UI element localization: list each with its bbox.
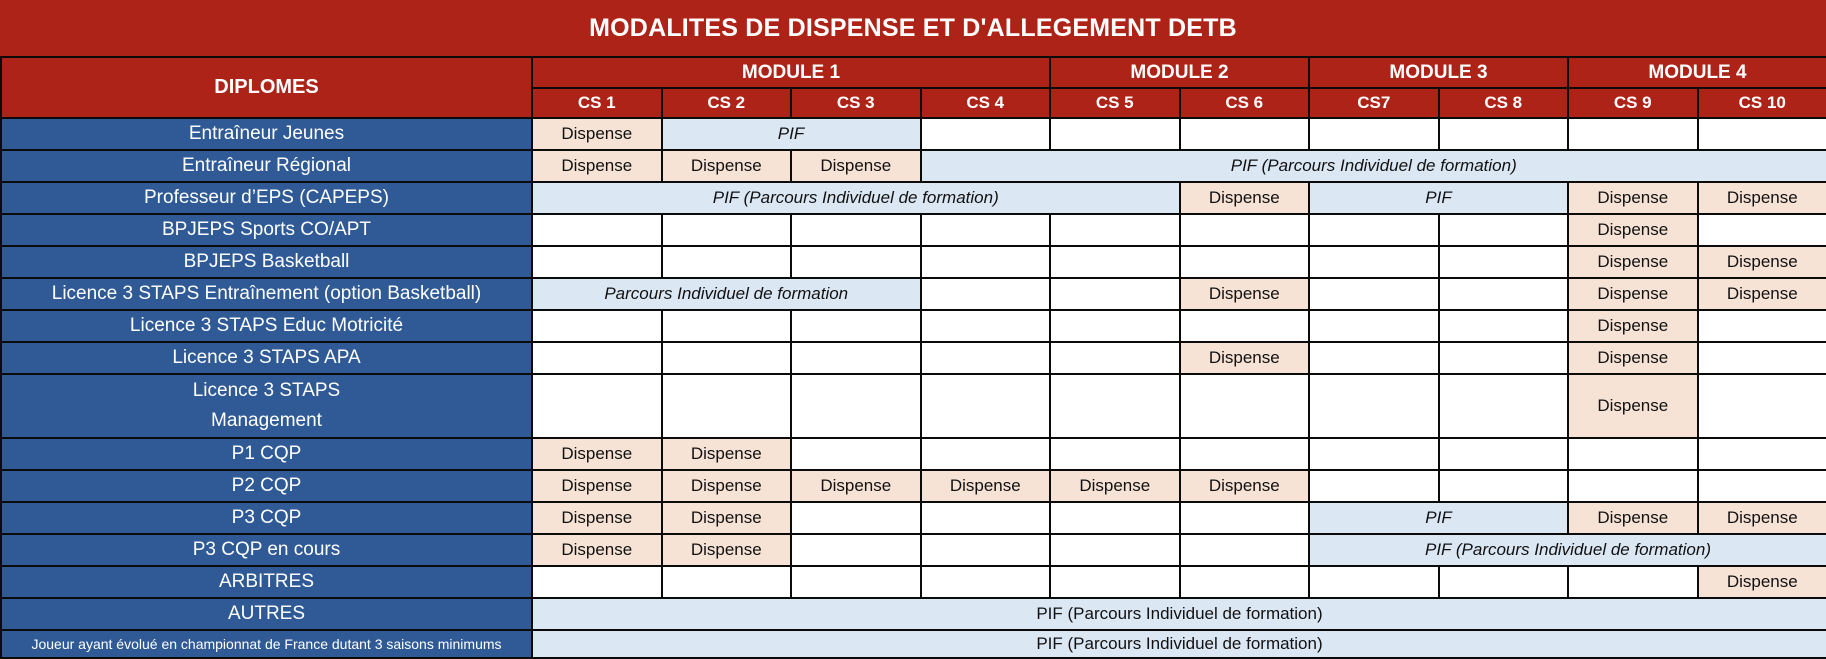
diplome-label: Professeur d’EPS (CAPEPS) [1, 182, 532, 214]
cell-dispense: Dispense [1180, 182, 1310, 214]
cell-empty [1180, 438, 1310, 470]
cell-pif: PIF (Parcours Individuel de formation) [1309, 534, 1826, 566]
cell-dispense: Dispense [532, 502, 662, 534]
cell-dispense: Dispense [662, 438, 792, 470]
cell-empty [1180, 374, 1310, 438]
cell-empty [1180, 118, 1310, 150]
diplome-label: BPJEPS Basketball [1, 246, 532, 278]
cell-empty [1309, 342, 1439, 374]
cell-empty [1050, 246, 1180, 278]
cell-empty [1439, 118, 1569, 150]
cell-dispense: Dispense [1568, 374, 1698, 438]
cell-dispense: Dispense [1568, 502, 1698, 534]
table-row [1, 214, 1826, 246]
cell-empty [1309, 278, 1439, 310]
cell-dispense: Dispense [1050, 470, 1180, 502]
cell-empty [921, 438, 1051, 470]
cell-empty [1309, 310, 1439, 342]
cell-dispense: Dispense [662, 150, 792, 182]
cell-pif: PIF (Parcours Individuel de formation) [532, 182, 1180, 214]
table-row [1, 470, 1826, 502]
cell-empty [1439, 246, 1569, 278]
cell-dispense: Dispense [791, 470, 921, 502]
cell-empty [1050, 310, 1180, 342]
cell-empty [1439, 310, 1569, 342]
cell-empty [1568, 566, 1698, 598]
cell-pif: PIF (Parcours Individuel de formation) [532, 630, 1826, 658]
cell-empty [1309, 566, 1439, 598]
cell-empty [791, 566, 921, 598]
diplome-label: P3 CQP en cours [1, 534, 532, 566]
dispense-table [0, 56, 1826, 659]
cell-empty [1698, 342, 1826, 374]
cell-empty [1309, 246, 1439, 278]
cell-empty [1698, 214, 1826, 246]
table-row [1, 374, 1826, 438]
diplome-label: AUTRES [1, 598, 532, 630]
cell-dispense: Dispense [1698, 502, 1826, 534]
cell-empty [1568, 438, 1698, 470]
cell-empty [1698, 438, 1826, 470]
cell-dispense: Dispense [532, 534, 662, 566]
diplome-label: Entraîneur Régional [1, 150, 532, 182]
diplomes-header: DIPLOMES [1, 57, 532, 118]
cell-empty [662, 566, 792, 598]
cs10-header: CS 10 [1698, 88, 1826, 118]
cell-empty [921, 246, 1051, 278]
diplome-label: Licence 3 STAPS Entraînement (option Basketball) [1, 278, 532, 310]
cell-empty [1439, 438, 1569, 470]
cell-empty [532, 566, 662, 598]
cell-dispense: Dispense [921, 470, 1051, 502]
cell-empty [921, 502, 1051, 534]
cell-empty [1698, 118, 1826, 150]
cell-dispense: Dispense [1568, 310, 1698, 342]
table-row [1, 566, 1826, 598]
table-row [1, 150, 1826, 182]
cell-empty [1568, 118, 1698, 150]
cs3-header: CS 3 [791, 88, 921, 118]
table-row [1, 118, 1826, 150]
cell-dispense: Dispense [1568, 214, 1698, 246]
cs1-header: CS 1 [532, 88, 662, 118]
cell-dispense: Dispense [1568, 182, 1698, 214]
diplome-label: P3 CQP [1, 502, 532, 534]
cell-empty [921, 566, 1051, 598]
cell-empty [791, 374, 921, 438]
cell-pif: PIF [1309, 502, 1568, 534]
cs6-header: CS 6 [1180, 88, 1310, 118]
diplome-label: Entraîneur Jeunes [1, 118, 532, 150]
module-3-header: MODULE 3 [1309, 57, 1568, 88]
table-row [1, 534, 1826, 566]
cell-empty [662, 342, 792, 374]
cs5-header: CS 5 [1050, 88, 1180, 118]
cs4-header: CS 4 [921, 88, 1051, 118]
cell-pif: Parcours Individuel de formation [532, 278, 921, 310]
cell-empty [1050, 342, 1180, 374]
cell-empty [1180, 246, 1310, 278]
cell-empty [1568, 470, 1698, 502]
cell-empty [1309, 118, 1439, 150]
cs2-header: CS 2 [662, 88, 792, 118]
cell-empty [1050, 566, 1180, 598]
cell-pif: PIF [1309, 182, 1568, 214]
diplome-label: Joueur ayant évolué en championnat de France dutant 3 saisons minimums [1, 630, 532, 658]
cell-empty [791, 310, 921, 342]
cs9-header: CS 9 [1568, 88, 1698, 118]
cell-pif: PIF [662, 118, 921, 150]
cell-empty [662, 310, 792, 342]
cell-empty [662, 374, 792, 438]
table-row [1, 310, 1826, 342]
cs7-header: CS7 [1309, 88, 1439, 118]
table-row [1, 182, 1826, 214]
cell-empty [532, 374, 662, 438]
cell-empty [1180, 534, 1310, 566]
cell-empty [1439, 278, 1569, 310]
cell-empty [1050, 502, 1180, 534]
cell-empty [532, 246, 662, 278]
cell-empty [532, 310, 662, 342]
diplome-label: ARBITRES [1, 566, 532, 598]
diplome-label-line2: Management [4, 406, 529, 436]
cell-dispense: Dispense [1180, 470, 1310, 502]
table-row [1, 342, 1826, 374]
diplome-label: Licence 3 STAPS Educ Motricité [1, 310, 532, 342]
diplome-label: Licence 3 STAPS APA [1, 342, 532, 374]
cell-dispense: Dispense [1568, 246, 1698, 278]
cell-empty [1050, 214, 1180, 246]
cell-empty [1439, 214, 1569, 246]
cell-pif: PIF (Parcours Individuel de formation) [921, 150, 1826, 182]
cell-empty [921, 534, 1051, 566]
cell-empty [1180, 566, 1310, 598]
cell-dispense: Dispense [1698, 246, 1826, 278]
cell-empty [921, 214, 1051, 246]
cell-empty [1309, 470, 1439, 502]
cell-empty [1050, 118, 1180, 150]
cell-empty [1309, 438, 1439, 470]
cell-empty [791, 246, 921, 278]
cell-empty [1180, 502, 1310, 534]
cell-empty [921, 278, 1051, 310]
cell-empty [1050, 278, 1180, 310]
page-title: MODALITES DE DISPENSE ET D'ALLEGEMENT DETB [0, 0, 1826, 57]
cell-dispense: Dispense [1698, 182, 1826, 214]
cell-empty [1309, 214, 1439, 246]
module-4-header: MODULE 4 [1568, 57, 1826, 88]
cell-empty [921, 342, 1051, 374]
cell-empty [1309, 374, 1439, 438]
cell-dispense: Dispense [662, 502, 792, 534]
cell-dispense: Dispense [1568, 278, 1698, 310]
diplome-label [1, 374, 532, 438]
cell-empty [791, 342, 921, 374]
cell-dispense: Dispense [791, 150, 921, 182]
cell-dispense: Dispense [1180, 342, 1310, 374]
cell-empty [1698, 374, 1826, 438]
cell-empty [1439, 342, 1569, 374]
cell-empty [791, 502, 921, 534]
cell-empty [791, 214, 921, 246]
cell-empty [1180, 214, 1310, 246]
cell-dispense: Dispense [1180, 278, 1310, 310]
cell-empty [921, 374, 1051, 438]
cell-empty [532, 342, 662, 374]
cell-empty [1439, 470, 1569, 502]
cell-empty [921, 118, 1051, 150]
cell-empty [1439, 374, 1569, 438]
table-row [1, 598, 1826, 630]
table-row [1, 246, 1826, 278]
cell-empty [1050, 534, 1180, 566]
cell-dispense: Dispense [532, 150, 662, 182]
cell-empty [1050, 438, 1180, 470]
module-1-header: MODULE 1 [532, 57, 1050, 88]
cell-dispense: Dispense [1698, 566, 1826, 598]
cell-empty [1698, 310, 1826, 342]
cell-empty [791, 438, 921, 470]
cell-pif: PIF (Parcours Individuel de formation) [532, 598, 1826, 630]
cell-dispense: Dispense [662, 470, 792, 502]
cell-dispense: Dispense [532, 438, 662, 470]
cell-dispense: Dispense [1698, 278, 1826, 310]
cell-empty [791, 534, 921, 566]
cell-empty [921, 310, 1051, 342]
diplome-label: BPJEPS Sports CO/APT [1, 214, 532, 246]
cell-empty [1050, 374, 1180, 438]
table-row [1, 502, 1826, 534]
diplome-label: P2 CQP [1, 470, 532, 502]
table-row [1, 438, 1826, 470]
cs8-header: CS 8 [1439, 88, 1569, 118]
cell-dispense: Dispense [532, 118, 662, 150]
cell-empty [1439, 566, 1569, 598]
cell-dispense: Dispense [532, 470, 662, 502]
cell-empty [532, 214, 662, 246]
cell-empty [1180, 310, 1310, 342]
diplome-label: P1 CQP [1, 438, 532, 470]
cell-empty [662, 246, 792, 278]
cell-dispense: Dispense [1568, 342, 1698, 374]
table-row [1, 278, 1826, 310]
cell-empty [1698, 470, 1826, 502]
cell-dispense: Dispense [662, 534, 792, 566]
cell-empty [662, 214, 792, 246]
module-2-header: MODULE 2 [1050, 57, 1309, 88]
table-row [1, 630, 1826, 658]
diplome-label-line1: Licence 3 STAPS [4, 376, 529, 406]
